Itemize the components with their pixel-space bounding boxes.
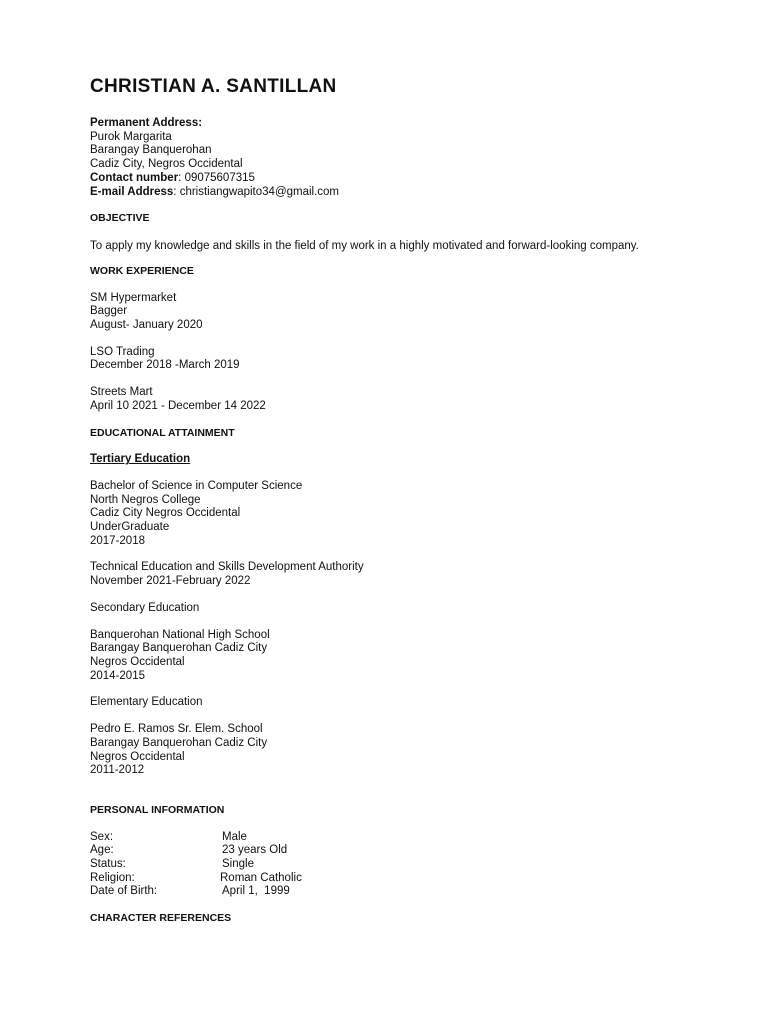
- tertiary-line: 2017-2018: [90, 534, 145, 547]
- personal-heading: PERSONAL INFORMATION: [90, 803, 225, 816]
- personal-row: [90, 844, 690, 858]
- address-line: Purok Margarita: [90, 130, 172, 143]
- references-heading: CHARACTER REFERENCES: [90, 912, 232, 925]
- personal-value: Male: [222, 830, 247, 843]
- email-sep: :: [173, 185, 180, 198]
- elementary-line: Pedro E. Ramos Sr. Elem. School: [90, 723, 263, 736]
- job-employer: SM Hypermarket: [90, 291, 177, 304]
- job-dates: December 2018 -March 2019: [90, 359, 240, 372]
- secondary-line: 2014-2015: [90, 669, 145, 682]
- address-line: Cadiz City, Negros Occidental: [90, 158, 243, 171]
- personal-label: Status:: [90, 858, 126, 871]
- contact-value: 09075607315: [184, 171, 255, 184]
- personal-value: April 1, 1999: [222, 885, 290, 898]
- tertiary-line: Cadiz City Negros Occidental: [90, 507, 241, 520]
- objective-heading: OBJECTIVE: [90, 212, 150, 225]
- email-label: E-mail Address: [90, 185, 174, 198]
- elementary-heading: Elementary Education: [90, 696, 203, 709]
- tesda-line: Technical Education and Skills Development Authority: [90, 561, 364, 574]
- secondary-line: Banquerohan National High School: [90, 628, 270, 641]
- job-employer: Streets Mart: [90, 386, 153, 399]
- job-dates: August- January 2020: [90, 319, 203, 332]
- tertiary-heading: Tertiary Education: [90, 453, 191, 466]
- personal-value: Single: [222, 858, 254, 871]
- objective-text: To apply my knowledge and skills in the field of my work in a highly motivated and forward-looking company.: [90, 239, 639, 252]
- applicant-name: CHRISTIAN A. SANTILLAN: [90, 76, 337, 97]
- personal-label: Date of Birth:: [90, 885, 158, 898]
- email-address: [90, 186, 690, 200]
- personal-row: [90, 872, 690, 886]
- contact-number: [90, 172, 690, 186]
- tertiary-line: North Negros College: [90, 493, 201, 506]
- tertiary-line: Bachelor of Science in Computer Science: [90, 479, 303, 492]
- personal-label: Age:: [90, 844, 114, 857]
- secondary-line: Negros Occidental: [90, 655, 185, 668]
- personal-value: Roman Catholic: [220, 871, 302, 884]
- personal-value: 23 years Old: [222, 844, 288, 857]
- contact-sep: :: [178, 171, 185, 184]
- job-employer: LSO Trading: [90, 345, 155, 358]
- work-heading: WORK EXPERIENCE: [90, 264, 194, 277]
- job-dates: April 10 2021 - December 14 2022: [90, 399, 266, 412]
- elementary-line: Barangay Banquerohan Cadiz City: [90, 736, 268, 749]
- contact-label: Contact number: [90, 171, 179, 184]
- job-position: Bagger: [90, 305, 128, 318]
- elementary-line: 2011-2012: [90, 764, 145, 777]
- personal-row: [90, 831, 690, 845]
- email-value: christiangwapito34@gmail.com: [179, 185, 340, 198]
- resume-page: [90, 76, 690, 926]
- elementary-line: Negros Occidental: [90, 750, 185, 763]
- tertiary-line: UnderGraduate: [90, 521, 170, 534]
- personal-label: Sex:: [90, 830, 114, 843]
- secondary-line: Barangay Banquerohan Cadiz City: [90, 642, 268, 655]
- address-line: Barangay Banquerohan: [90, 144, 212, 157]
- personal-row: [90, 858, 690, 872]
- education-heading: EDUCATIONAL ATTAINMENT: [90, 426, 235, 439]
- address-label: Permanent Address:: [90, 117, 203, 129]
- personal-row: [90, 885, 690, 899]
- secondary-heading: Secondary Education: [90, 601, 200, 614]
- personal-label: Religion:: [90, 871, 135, 884]
- tesda-line: November 2021-February 2022: [90, 575, 251, 588]
